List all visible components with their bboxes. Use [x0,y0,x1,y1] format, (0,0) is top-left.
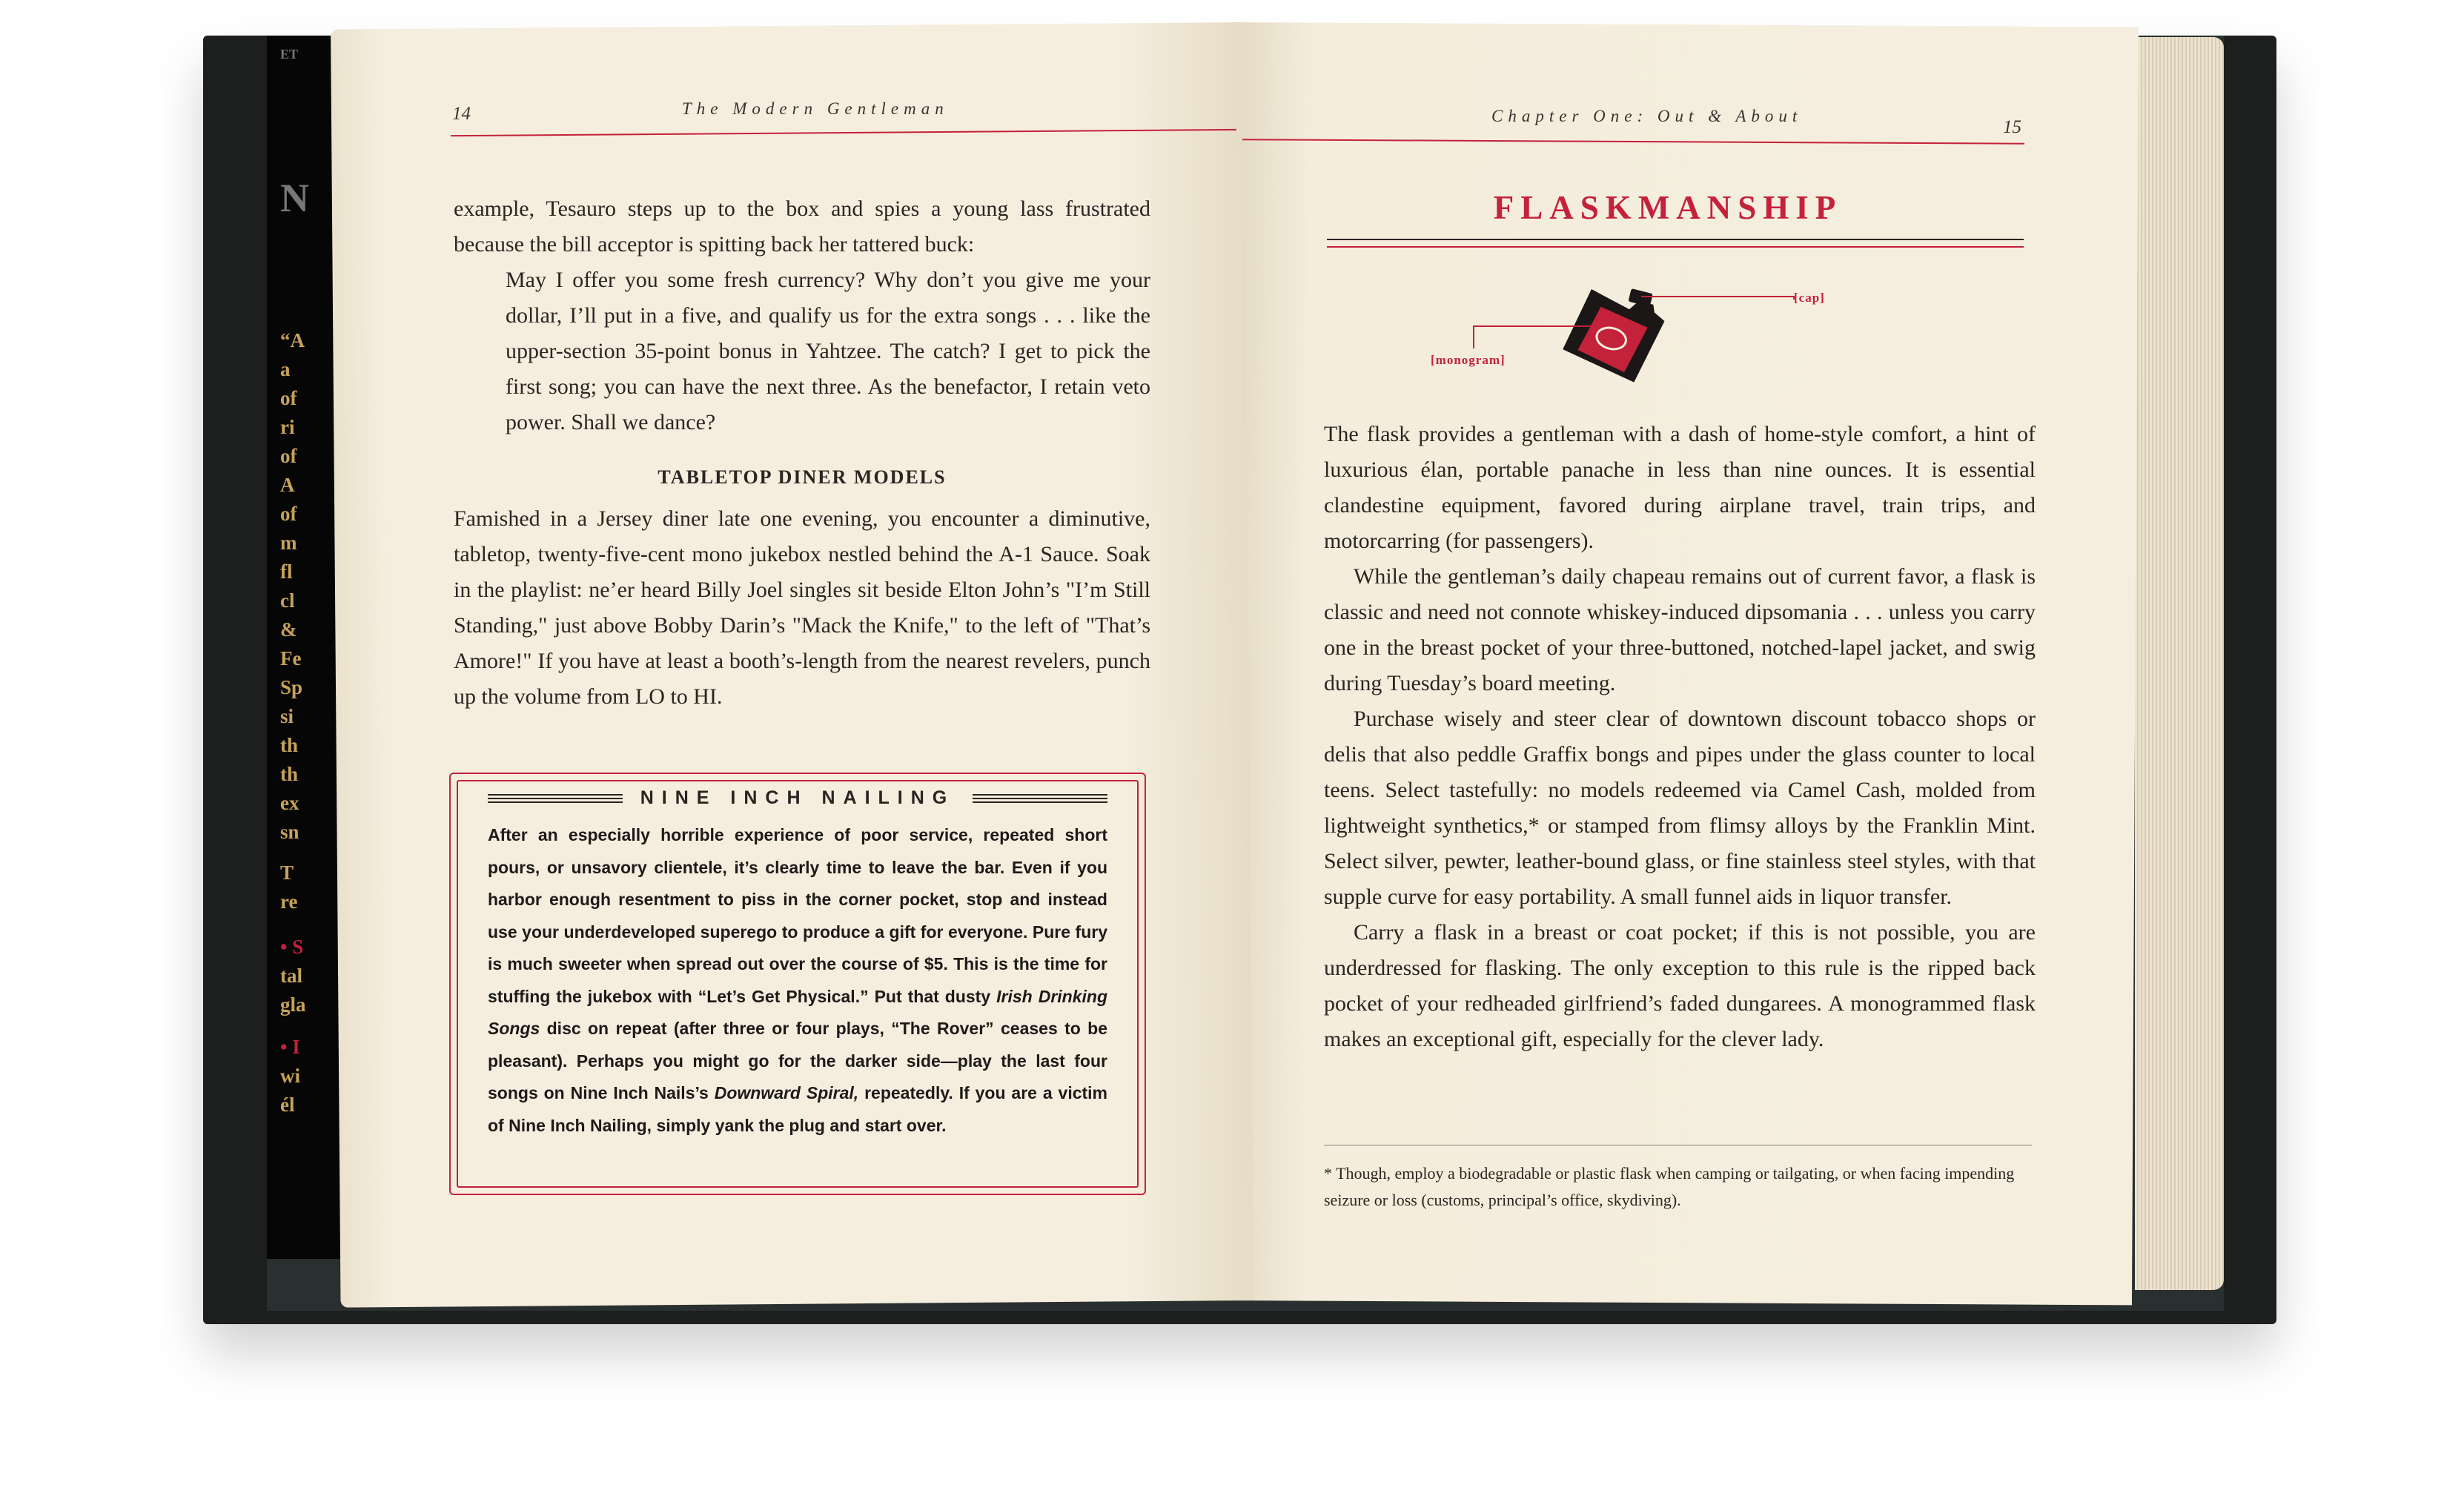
back-line: él [280,1094,295,1116]
back-line: Sp [280,676,303,698]
left-body [454,191,1150,715]
cap-leader [1641,297,1794,300]
right-paragraph-2: While the gentleman’s daily chapeau remains out of current favor, a flask is classic and need not connote whiskey-induced dipsomania . . . unless you carry one in the breast pocket of your three-buttoned, notched-lapel jacket, and swig during Tuesday’s board meeting. [1324,564,2036,695]
back-line: ri [280,416,295,438]
back-line: gla [280,993,306,1016]
back-line: N [280,176,309,220]
left-running-head: The Modern Gentleman [682,99,949,118]
back-line: sn [280,821,299,843]
back-line: of [280,445,297,467]
right-page-stack [2135,37,2224,1290]
back-line: of [280,503,297,525]
back-line: fl [280,561,293,583]
sidebar-text-b: disc on repeat (after three or four plays, “The Rover” ceases to be pleasant). Perhaps you might go for the darker side—play the last four songs on Nine Inch Nails’s [488,1019,1107,1102]
sidebar-box [449,773,1146,1195]
left-paragraph-2: Famished in a Jersey diner late one evening, you encounter a diminutive, tabletop, twenty-five-cent mono jukebox nestled behind the A-1 Sauce. Soak in the playlist: ne’er heard Billy Joel singles sit beside Elton John’s "I’m Still Standing," just above Bobby Darin’s "Mack the Knife," to the left of "That’s Amore!" If you have at least a booth’s-length from the nearest revelers, punch up the volume from LO to HI. [454,506,1150,709]
back-line: tal [280,965,302,987]
flask-icon [1559,286,1667,386]
back-line: of [280,387,297,409]
chapter-title: FLASKMANSHIP [1493,189,1843,226]
back-line: th [280,734,299,756]
back-line: ET [280,47,299,62]
cap-label: [cap] [1794,291,1825,305]
right-running-head: Chapter One: Out & About [1491,107,1803,125]
back-line: A [280,474,295,496]
back-line: Fe [280,647,302,669]
back-line: T [280,862,294,884]
right-paragraph-1: The flask provides a gentleman with a dash of home-style comfort, a hint of luxurious élan, portable panache in less than nine ounces. It is essential clandestine equipment, favored during airplane travel, train trips, and motorcarring (for passengers). [1324,422,2036,553]
back-line: • I [280,1036,300,1058]
sidebar-title-rule-right [973,794,1107,803]
sidebar-body [488,819,1107,1142]
back-line: re [280,890,298,913]
back-line: ex [280,792,299,814]
title-rule-top [1327,239,2024,240]
back-line: a [280,358,291,380]
right-paragraph-4: Carry a flask in a breast or coat pocket; if this is not possible, you are underdressed for flasking. The only exception to this rule is the ripped back pocket of your redheaded girlfriend’s faded dungarees. A monogrammed flask makes an exceptional gift, especially for the clever lady. [1324,920,2036,1051]
sidebar-italic-a: Irish Drinking Songs [488,986,1107,1038]
back-line: si [280,705,294,727]
back-line: th [280,763,299,785]
back-line: wi [280,1065,300,1087]
left-folio: 14 [452,104,471,124]
sidebar-title-row [488,787,1107,809]
title-rule-bottom [1327,246,2024,248]
left-paragraph-1: example, Tesauro steps up to the box and spies a young lass frustrated because the bill acceptor is spitting back her tattered buck: [454,196,1150,257]
back-line: “A [280,329,305,351]
right-paragraph-3: Purchase wisely and steer clear of downtown discount tobacco shops or delis that also peddle Graffix bongs and pipes under the glass counter to local teens. Select tastefully: no models redeemed via Camel Cash, molded from lightweight synthetics,* or stamped from flimsy alloys by the Franklin Mint. Select silver, pewter, leather-bound glass, or fine stainless steel styles, with that supple curve for easy portability. A small funnel aids in liquor transfer. [1324,707,2036,909]
sidebar-text-a: After an especially horrible experience of poor service, repeated short pours, or unsavory clientele, it’s clearly time to leave the bar. Even if you harbor enough resentment to piss in the corner pocket, stop and instead use your underdeveloped superego to produce a gift for everyone. Pure fury is much sweeter when spread out over the course of $5. This is the time for stuffing the jukebox with “Let’s Get Physical.” Put that dusty [488,825,1107,1006]
back-line: • S [280,936,304,958]
back-line: m [280,532,297,554]
back-line: & [280,618,297,641]
monogram-label: [monogram] [1431,353,1506,367]
sidebar-title-rule-left [488,794,623,803]
sidebar-text-c: repeatedly. If you are a victim of Nine Inch Nailing, simply yank the plug and start over. [488,1083,1107,1135]
left-quote: May I offer you some fresh currency? Why don’t you give me your dollar, I’ll put in a five, and qualify us for the extra songs . . . like the upper-section 35-point bonus in Yahtzee. The catch? I get to pick the first song; you can have the next three. As the benefactor, I retain veto power. Shall we dance? [506,268,1150,434]
flask-illustration [1408,274,1957,393]
back-cover-text-strip [267,36,341,1259]
sidebar-title: NINE INCH NAILING [640,787,956,808]
right-folio: 15 [2003,117,2021,137]
back-line: cl [280,589,295,612]
right-body [1324,417,2036,1057]
section-subhead: TABLETOP DINER MODELS [658,466,947,488]
sidebar-italic-b: Downward Spiral, [714,1083,859,1102]
footnote: * Though, employ a biodegradable or plastic flask when camping or tailgating, or when facing impending seizure or loss (customs, principal’s office, skydiving). [1324,1164,2015,1209]
